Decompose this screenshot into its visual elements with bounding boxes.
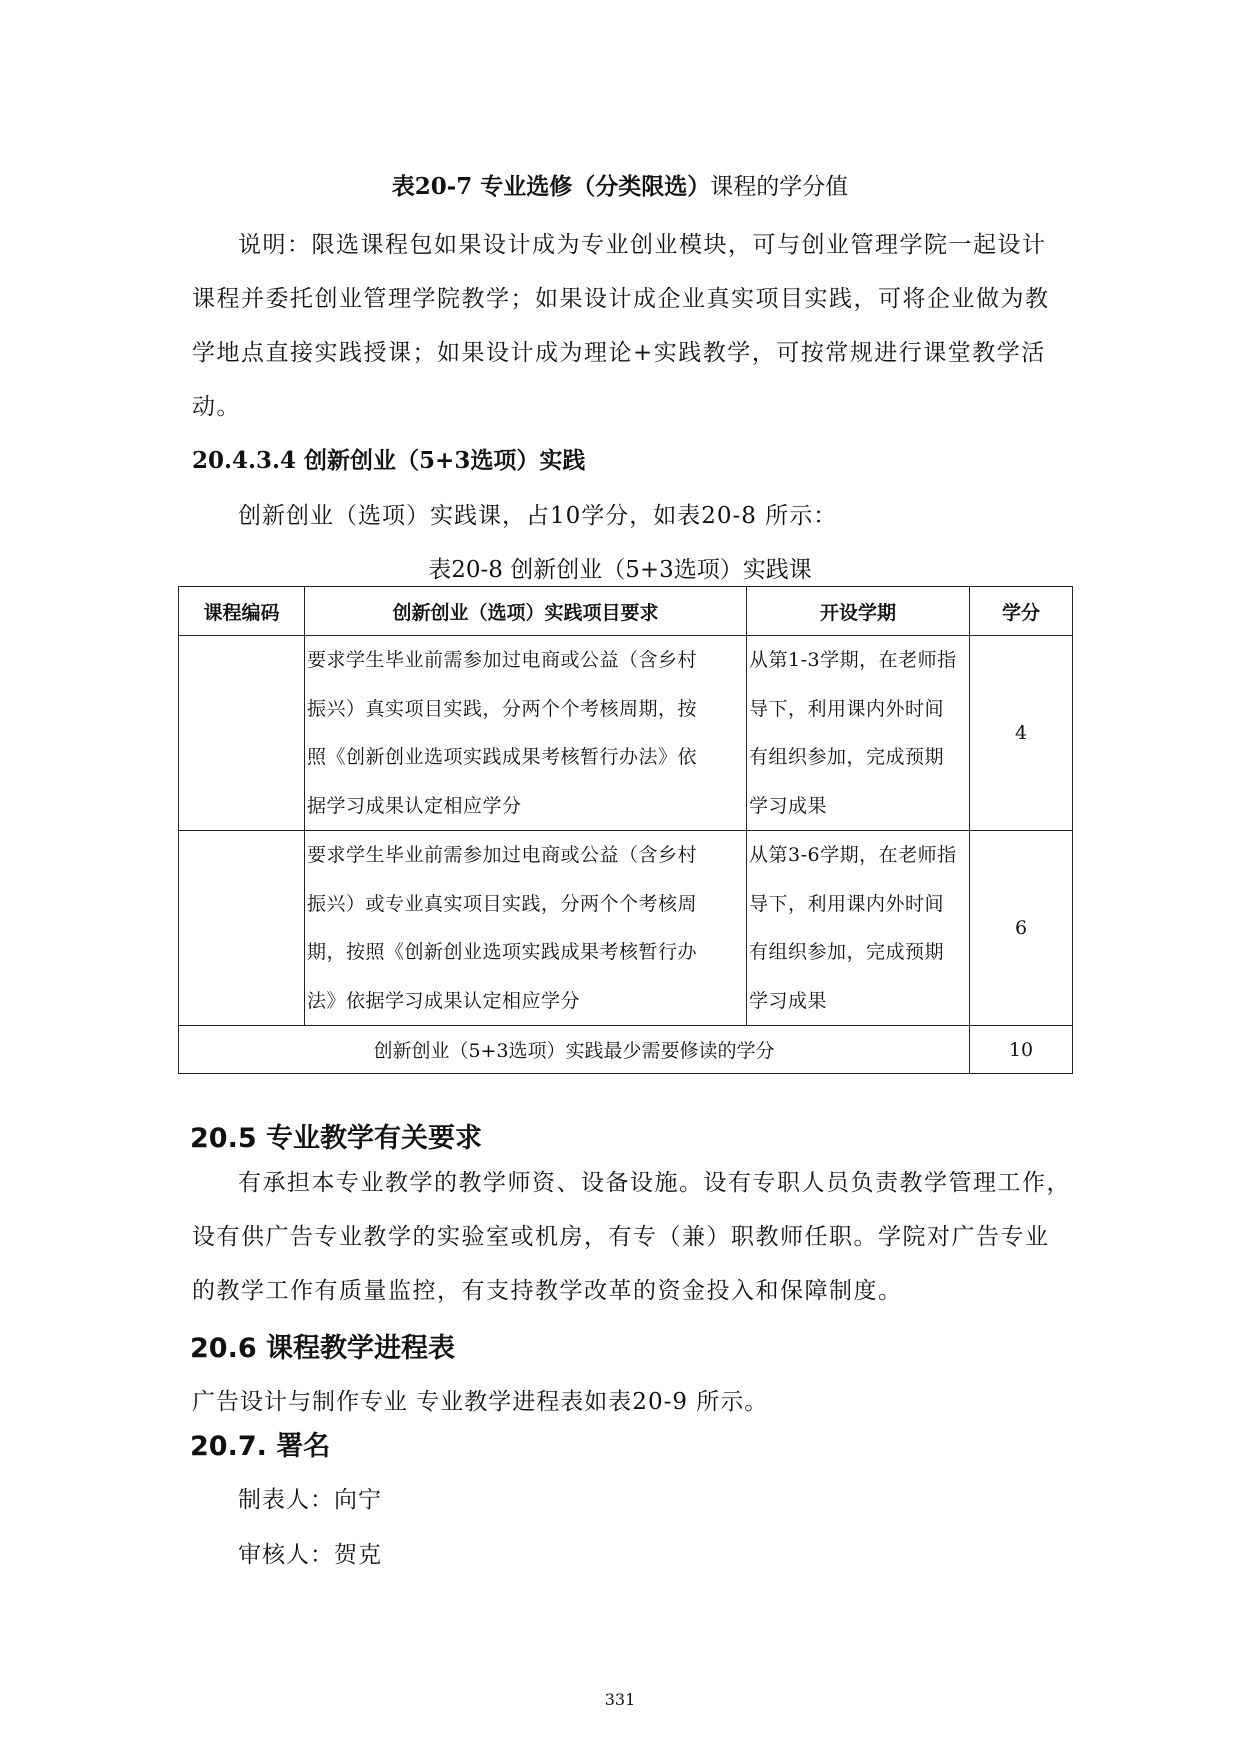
term-line: 从第3-6学期，在老师指 <box>749 844 957 866</box>
table-caption-20-7 <box>0 168 1240 201</box>
note-line-1: 说明：限选课程包如果设计成为专业创业模块，可与创业管理学院一起设计 <box>238 232 1047 258</box>
cell-term <box>747 831 970 1026</box>
section-20-5-line-1: 有承担本专业教学的教学师资、设备设施。设有专职人员负责教学管理工作， <box>238 1170 1071 1196</box>
note-line-4: 动。 <box>192 394 241 420</box>
cell-credit: 4 <box>970 636 1073 831</box>
header-term: 开设学期 <box>747 587 970 636</box>
table-footer-row <box>179 1026 1073 1074</box>
term-line: 有组织参加，完成预期 <box>749 746 945 768</box>
section-20-5-line-2: 设有供广告专业教学的实验室或机房，有专（兼）职教师任职。学院对广告专业 <box>192 1224 1050 1250</box>
table-caption-20-8: 表20-8 创新创业（5+3选项）实践课 <box>428 557 812 583</box>
term-line: 导下，利用课内外时间 <box>749 892 945 915</box>
credit-table-20-8 <box>178 586 1073 1074</box>
section-20-4-3-4-heading: 20.4.3.4 创新创业（5+3选项）实践 <box>192 447 586 474</box>
cell-term <box>747 636 970 831</box>
term-line: 学习成果 <box>749 794 828 817</box>
req-line: 振兴）或专业真实项目实践，分两个个考核周 <box>307 892 698 915</box>
section-20-6-heading: 20.6 课程教学进程表 <box>190 1333 456 1364</box>
footer-credit: 10 <box>970 1026 1073 1074</box>
section-20-5-heading: 20.5 专业教学有关要求 <box>190 1123 483 1154</box>
note-line-2: 课程并委托创业管理学院教学；如果设计成企业真实项目实践，可将企业做为教 <box>192 286 1050 312</box>
cell-credit: 6 <box>970 831 1073 1026</box>
term-line: 从第1-3学期，在老师指 <box>749 649 957 671</box>
req-line: 法》依据学习成果认定相应学分 <box>307 989 581 1012</box>
note-line-3: 学地点直接实践授课；如果设计成为理论+实践教学，可按常规进行课堂教学活 <box>192 340 1046 366</box>
cell-requirement <box>305 831 747 1026</box>
section-20-6-text: 广告设计与制作专业 专业教学进程表如表20-9 所示。 <box>192 1389 769 1415</box>
req-line: 据学习成果认定相应学分 <box>307 794 522 817</box>
section-20-7-heading: 20.7. 署名 <box>190 1431 331 1462</box>
term-line: 学习成果 <box>749 989 828 1012</box>
caption-bold-part: 表20-7 专业选修（分类限选） <box>391 173 711 200</box>
header-course-code: 课程编码 <box>179 587 305 636</box>
table-row <box>179 831 1073 1026</box>
header-credit: 学分 <box>970 587 1073 636</box>
cell-course-code <box>179 831 305 1026</box>
term-line: 有组织参加，完成预期 <box>749 941 945 963</box>
req-line: 要求学生毕业前需参加过电商或公益（含乡村 <box>307 649 698 671</box>
maker-line: 制表人：向宁 <box>238 1487 382 1513</box>
reviewer-line: 审核人：贺克 <box>238 1542 382 1568</box>
cell-course-code <box>179 636 305 831</box>
req-line: 照《创新创业选项实践成果考核暂行办法》依 <box>307 746 698 768</box>
cell-requirement <box>305 636 747 831</box>
header-requirement: 创新创业（选项）实践项目要求 <box>305 587 747 636</box>
table-row <box>179 636 1073 831</box>
table-header-row <box>179 587 1073 636</box>
section-20-4-3-4-intro: 创新创业（选项）实践课，占10学分，如表20-8 所示： <box>238 503 838 529</box>
req-line: 期，按照《创新创业选项实践成果考核暂行办 <box>307 941 698 963</box>
footer-label: 创新创业（5+3选项）实践最少需要修读的学分 <box>179 1026 970 1074</box>
term-line: 导下，利用课内外时间 <box>749 697 945 720</box>
req-line: 要求学生毕业前需参加过电商或公益（含乡村 <box>307 844 698 866</box>
section-20-5-line-3: 的教学工作有质量监控，有支持教学改革的资金投入和保障制度。 <box>192 1278 903 1304</box>
caption-normal-part: 课程的学分值 <box>710 174 849 200</box>
req-line: 振兴）真实项目实践，分两个个考核周期，按 <box>307 697 698 720</box>
page-number: 331 <box>604 1690 636 1709</box>
